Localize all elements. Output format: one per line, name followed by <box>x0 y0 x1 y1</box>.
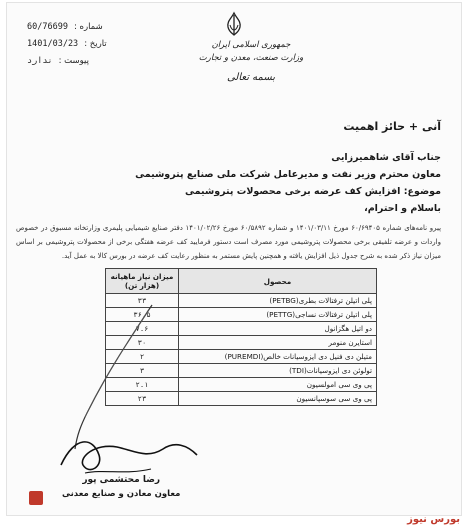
product-amount: ۲۳ <box>106 392 179 406</box>
ministry-line-1: جمهوری اسلامی ایران <box>211 40 291 50</box>
signer-name: رضا محتشمی پور <box>82 475 161 485</box>
ministry-line-3: بسمه تعالی <box>226 72 276 83</box>
signer-title: معاون معادن و صنایع معدنی <box>62 489 181 499</box>
product-amount: ۳ <box>106 364 179 378</box>
product-amount: ۷.۶ <box>106 322 179 336</box>
product-name: استایرن منومر <box>179 336 377 350</box>
header-amount: میزان نیاز ماهیانه (هزار تن) <box>106 269 179 294</box>
product-amount: ۲.۱ <box>106 378 179 392</box>
recipient-name: جناب آقای شاهمیرزایی <box>331 152 441 163</box>
number-value: 60/76699 <box>27 22 68 32</box>
product-name: متیلن دی فنیل دی ایزوسیانات خالص(PUREMDI) <box>179 350 377 364</box>
date-label: تاریخ : <box>84 39 107 49</box>
product-name: تولوئن دی ایزوسیانات(TDI) <box>179 364 377 378</box>
attachment-label: پیوست : <box>58 56 89 66</box>
table-header-row <box>106 269 377 294</box>
product-amount: ۲ <box>106 350 179 364</box>
header-product: محصول <box>179 269 377 294</box>
ministry-line-2: وزارت صنعت، معدن و تجارت <box>198 53 304 63</box>
product-name: دو اتیل هگزانول <box>179 322 377 336</box>
letter-meta <box>27 19 147 70</box>
stamp-icon <box>29 491 43 505</box>
urgency-label: آنی + حائز اهمیت <box>343 120 441 133</box>
product-name: پی وی سی امولسیون <box>179 378 377 392</box>
signer-block <box>62 473 180 501</box>
ministry-header <box>191 39 311 84</box>
attachment-value: ندارد <box>27 56 53 66</box>
letter-subject: موضوع: افزایش کف عرضه برخی محصولات پتروشیمی <box>185 186 441 197</box>
recipient-role: معاون محترم وزیر نفت و مدیرعامل شرکت ملی صنایع پتروشیمی <box>135 169 441 180</box>
number-label: شماره : <box>73 22 103 32</box>
letter-greeting: باسلام و احترام، <box>364 203 441 214</box>
emblem-icon <box>223 11 245 37</box>
product-amount: ۳۰ <box>106 336 179 350</box>
letter-body: پیرو نامه‌های شماره ۶۰/۶۹۴۰۵ مورخ ۱۴۰۱/۰۳/۱۱ و شماره ۶۰/۵۸۹۲ مورخ ۱۴۰۱/۰۲/۲۶ دفتر صنایع شیمیایی پلیمری وزارتخانه مسبوق در خصوص واردات و عرضه تلفیقی برخی محصولات پتروشیمی مورد مصرف است دستور فرمایید کف عرضه هفتگی برخی از محصولات پتروشیمی بر اساس میزان نیاز ذکر شده به شرح جدول ذیل افزایش یافته و همچنین پایش مستمر به منظور رعایت کف عرضه در بورس کالا به عمل آید. <box>16 224 442 260</box>
letter-heading <box>21 149 441 217</box>
product-name: پلی اتیلن ترفتالات بطری(PETBG) <box>179 294 377 308</box>
product-name: پی وی سی سوسپانسیون <box>179 392 377 406</box>
date-value: 1401/03/23 <box>27 39 79 49</box>
official-letter <box>6 2 462 516</box>
product-name: پلی اتیلن ترفتالات نساجی(PETTG) <box>179 308 377 322</box>
product-amount: ۳۶.۵ <box>106 308 179 322</box>
source-label: بورس نیوز <box>407 514 460 525</box>
meta-attachment-row <box>27 53 147 70</box>
meta-date-row <box>27 36 147 53</box>
meta-number-row <box>27 19 147 36</box>
product-amount: ۳۳ <box>106 294 179 308</box>
